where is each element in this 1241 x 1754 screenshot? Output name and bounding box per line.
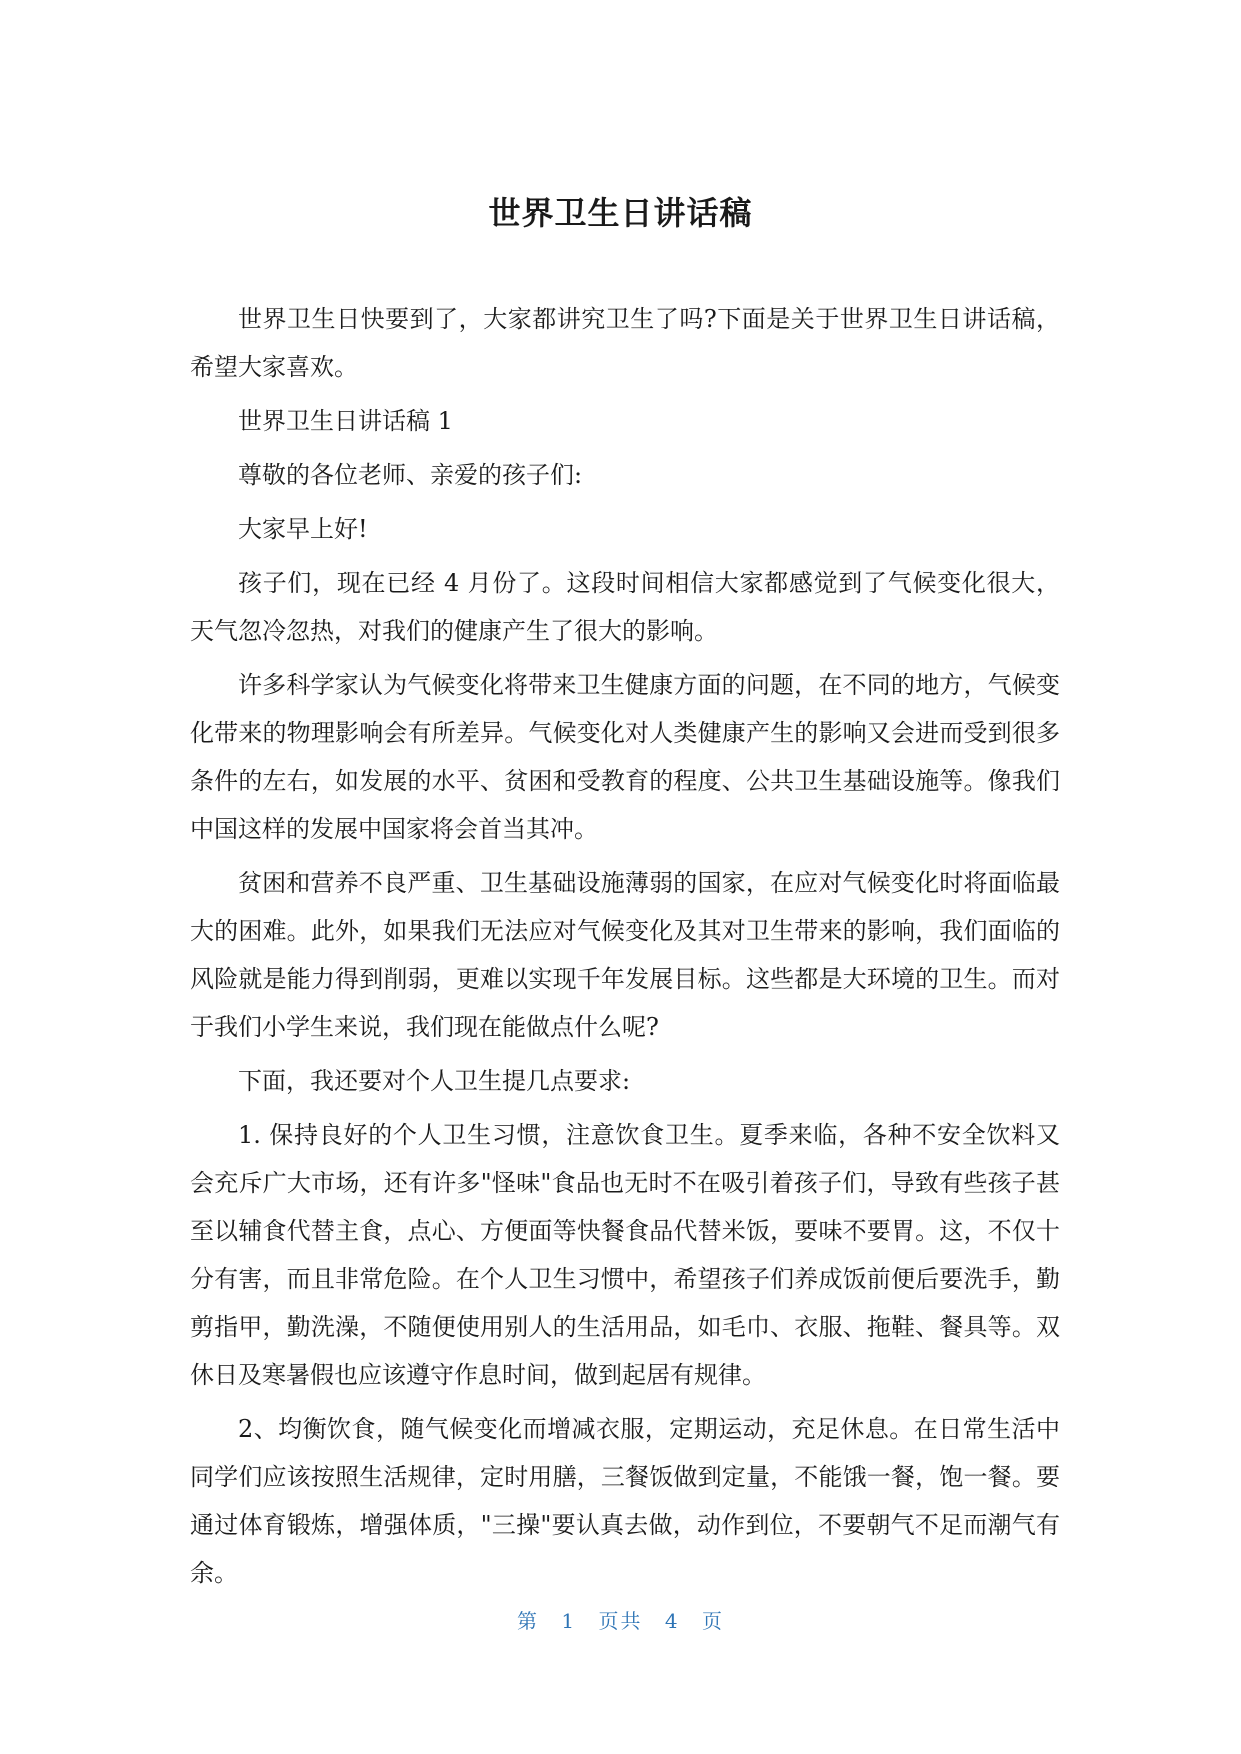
paragraph-speech-heading: 世界卫生日讲话稿 1 — [238, 407, 453, 435]
page-footer — [0, 1605, 1241, 1634]
paragraph-salutation: 尊敬的各位老师、亲爱的孩子们: — [238, 461, 583, 489]
paragraph-scientists: 许多科学家认为气候变化将带来卫生健康方面的问题，在不同的地方，气候变化带来的物理影响会有所差异。气候变化对人类健康产生的影响又会进而受到很多条件的左右，如发展的水平、贫困和受教育的程度、公共卫生基础设施等。像我们中国这样的发展中国家将会首当其冲。 — [190, 671, 1060, 843]
paragraph-intro: 世界卫生日快要到了，大家都讲究卫生了吗?下面是关于世界卫生日讲话稿，希望大家喜欢。 — [190, 305, 1060, 381]
footer-middle: 页共 — [598, 1609, 643, 1633]
paragraph-weather: 孩子们，现在已经 4 月份了。这段时间相信大家都感觉到了气候变化很大，天气忽冷忽热，对我们的健康产生了很大的影响。 — [190, 569, 1060, 645]
paragraph-requirement-2: 2、均衡饮食，随气候变化而增减衣服，定期运动，充足休息。在日常生活中同学们应该按照生活规律，定时用膳，三餐饭做到定量，不能饿一餐，饱一餐。要通过体育锻炼，增强体质，"三操"要认真去做，动作到位，不要朝气不足而潮气有余。 — [190, 1415, 1060, 1587]
footer-prefix: 第 — [517, 1609, 540, 1633]
document-body — [190, 295, 1060, 1603]
footer-total-pages: 4 — [664, 1609, 680, 1633]
paragraph-poverty: 贫困和营养不良严重、卫生基础设施薄弱的国家，在应对气候变化时将面临最大的困难。此外，如果我们无法应对气候变化及其对卫生带来的影响，我们面临的风险就是能力得到削弱，更难以实现千年发展目标。这些都是大环境的卫生。而对于我们小学生来说，我们现在能做点什么呢? — [190, 869, 1060, 1041]
paragraph-requirements-intro: 下面，我还要对个人卫生提几点要求: — [238, 1067, 631, 1095]
paragraph-requirement-1: 1. 保持良好的个人卫生习惯，注意饮食卫生。夏季来临，各种不安全饮料又会充斥广大市场，还有许多"怪味"食品也无时不在吸引着孩子们，导致有些孩子甚至以辅食代替主食，点心、方便面等快餐食品代替米饭，要味不要胃。这，不仅十分有害，而且非常危险。在个人卫生习惯中，希望孩子们养成饭前便后要洗手，勤剪指甲，勤洗澡，不随便使用别人的生活用品，如毛巾、衣服、拖鞋、餐具等。双休日及寒暑假也应该遵守作息时间，做到起居有规律。 — [190, 1121, 1060, 1389]
footer-suffix: 页 — [701, 1609, 724, 1633]
document-title: 世界卫生日讲话稿 — [488, 194, 753, 232]
footer-current-page: 1 — [561, 1609, 577, 1633]
paragraph-greeting: 大家早上好! — [238, 515, 368, 543]
